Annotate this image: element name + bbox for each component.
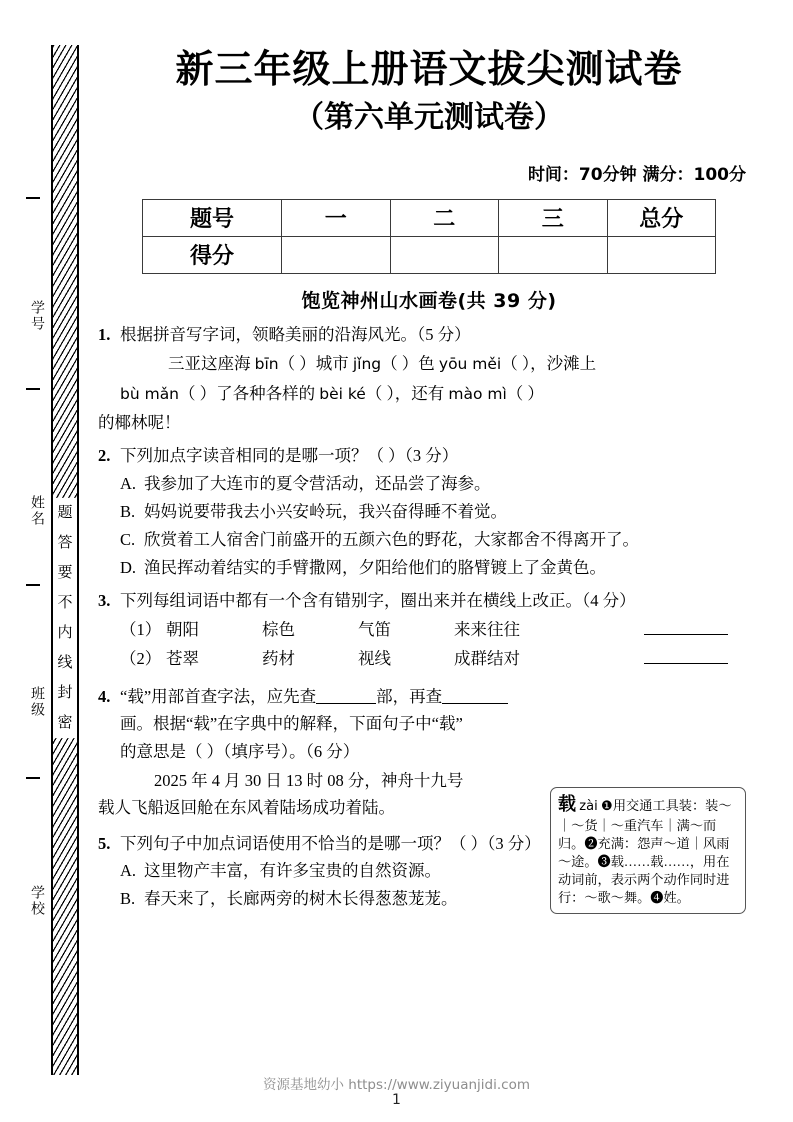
q1-text-c[interactable]: （ ）色 — [381, 354, 439, 374]
score-table-cell: 总分 — [607, 199, 716, 236]
question-1-line-2 — [120, 382, 760, 405]
word-item[interactable]: 来来往往 — [454, 620, 520, 640]
info-divider — [26, 388, 40, 390]
score-input-cell[interactable] — [282, 236, 391, 273]
info-divider — [26, 584, 40, 586]
option-letter: B. — [120, 501, 136, 521]
score-table-cell: 得分 — [143, 236, 282, 273]
footer-watermark: 资源基地幼小 https://www.ziyuanjidi.com — [262, 1077, 530, 1093]
question-3 — [98, 589, 760, 670]
option-text: 春天来了，长廊两旁的树木长得葱葱茏茏。 — [144, 889, 458, 909]
option-b[interactable] — [120, 500, 760, 524]
word-group-number: （1） — [120, 620, 162, 640]
pinyin-buman: bù mǎn — [120, 384, 180, 403]
info-label-school: 学校 — [29, 885, 44, 917]
question-1-line-1 — [120, 352, 760, 375]
q1-text-e[interactable]: （ ）了各种各样的 — [179, 383, 320, 403]
info-divider — [26, 777, 40, 779]
option-c[interactable] — [120, 528, 760, 552]
seal-char: 线 — [54, 648, 76, 678]
question-number: 5. — [98, 833, 111, 853]
page-subtitle: （第六单元测试卷） — [294, 99, 564, 135]
question-stem[interactable]: 下列加点字读音相同的是哪一项？（ ）（3 分） — [120, 446, 459, 466]
pinyin-bin: bīn — [254, 355, 279, 374]
dictionary-pinyin: zài — [579, 799, 598, 814]
score-table-cell: 三 — [499, 199, 608, 236]
page-number: 1 — [392, 1092, 401, 1108]
score-input-cell[interactable] — [390, 236, 499, 273]
score-input-cell[interactable] — [607, 236, 716, 273]
word-item[interactable]: 气笛 — [358, 620, 391, 640]
question-number: 1. — [98, 324, 111, 344]
option-text: 欣赏着工人宿舍门前盛开的五颜六色的野花，大家都舍不得离开了。 — [144, 529, 639, 549]
question-stem: 下列每组词语中都有一个含有错别字，圈出来并在横线上改正。（4 分） — [120, 591, 636, 611]
question-number: 4. — [98, 686, 111, 706]
option-letter: A. — [120, 861, 137, 881]
question-1 — [98, 323, 760, 435]
word-item[interactable]: 朝阳 — [166, 620, 199, 640]
q1-text-a: 三亚这座海 — [168, 354, 255, 374]
word-item[interactable]: 棕色 — [262, 620, 295, 640]
question-number: 2. — [98, 446, 111, 466]
pinyin-beike: bèi ké — [319, 384, 366, 403]
pinyin-jing: jǐng — [352, 355, 382, 374]
option-letter: B. — [120, 889, 136, 909]
section-heading: 饱览神州山水画卷(共 39 分) — [301, 289, 557, 312]
question-stem-part-2: 画。根据“载”在字典中的解释，下面句子中“载” — [120, 714, 463, 734]
word-group-row-1 — [120, 618, 760, 642]
option-letter: C. — [120, 529, 136, 549]
question-2 — [98, 444, 760, 579]
question-number: 3. — [98, 591, 111, 611]
option-text: 渔民挥动着结实的手臂撒网，夕阳给他们的胳臂镀上了金黄色。 — [144, 557, 606, 577]
info-label-class: 班级 — [29, 686, 44, 718]
answer-line[interactable] — [644, 647, 728, 665]
info-label-name: 姓名 — [29, 495, 44, 527]
word-item[interactable]: 苍翠 — [166, 649, 199, 669]
seal-line-text — [53, 498, 77, 738]
question-stem-part-1 — [120, 685, 546, 708]
table-row — [143, 236, 716, 273]
q1-text-d[interactable]: （ ），沙滩上 — [501, 354, 597, 374]
word-item[interactable]: 药材 — [262, 649, 295, 669]
option-text: 这里物产丰富，有许多宝贵的自然资源。 — [144, 861, 441, 881]
pinyin-maomi: mào mì — [448, 384, 507, 403]
question-1-line-3: 的椰林呢！ — [98, 412, 181, 432]
page-title: 新三年级上册语文拔尖测试卷 — [175, 47, 683, 91]
info-divider — [26, 197, 40, 199]
q4-text-a: “载”用部首查字法，应先查 — [120, 686, 317, 706]
score-table-cell: 题号 — [143, 199, 282, 236]
q4-text-b: 部，再查 — [376, 686, 443, 706]
answer-line[interactable] — [644, 618, 728, 636]
dictionary-headword: 载 — [558, 794, 576, 815]
q1-text-b[interactable]: （ ）城市 — [278, 354, 353, 374]
word-group-number: （2） — [120, 649, 162, 669]
seal-char: 题 — [54, 498, 76, 528]
radical-blank[interactable] — [316, 686, 376, 704]
option-letter: A. — [120, 473, 137, 493]
question-stem-part-3[interactable]: 的意思是（ ）（填序号）。（6 分） — [120, 741, 360, 761]
option-text: 妈妈说要带我去小兴安岭玩，我兴奋得睡不着觉。 — [144, 501, 507, 521]
seal-char: 不 — [54, 588, 76, 618]
word-item[interactable]: 成群结对 — [454, 649, 520, 669]
seal-char: 密 — [54, 708, 76, 738]
exam-content — [98, 0, 760, 1122]
score-table-cell: 一 — [282, 199, 391, 236]
word-item[interactable]: 视线 — [358, 649, 391, 669]
question-stem: 根据拼音写字词，领略美丽的沿海风光。（5 分） — [120, 324, 471, 344]
dictionary-entry-box — [550, 787, 746, 914]
question-4-example-line-1: 2025 年 4 月 30 日 13 时 08 分，神舟十九号 — [154, 771, 464, 791]
pinyin-youmei: yōu měi — [438, 355, 502, 374]
score-table-cell: 二 — [390, 199, 499, 236]
seal-char: 答 — [54, 528, 76, 558]
seal-char: 封 — [54, 678, 76, 708]
score-table — [142, 199, 716, 274]
seal-char: 内 — [54, 618, 76, 648]
score-input-cell[interactable] — [499, 236, 608, 273]
q1-text-g[interactable]: （ ） — [506, 383, 544, 403]
option-text: 我参加了大连市的夏令营活动，还品尝了海参。 — [144, 473, 491, 493]
option-letter: D. — [120, 557, 137, 577]
exam-meta-info: 时间：70分钟 满分：100分 — [527, 164, 746, 185]
question-4-example-line-2: 载人飞船返回舱在东风着陆场成功着陆。 — [98, 798, 395, 818]
table-row — [143, 199, 716, 236]
seal-char: 要 — [54, 558, 76, 588]
info-label-student-id: 学号 — [29, 300, 44, 332]
dictionary-senses: ❶用交通工具装：装～｜～货｜～重汽车｜满～而归。❷充满：怨声～道｜风雨～途。❸载……载……，用在动词前，表示两个动作同时进行：～歌～舞。❹姓。 — [558, 798, 732, 906]
word-group-row-2 — [120, 647, 760, 671]
option-d[interactable] — [120, 556, 760, 580]
q1-text-f[interactable]: （ ），还有 — [365, 383, 449, 403]
question-stem[interactable]: 下列句子中加点词语使用不恰当的是哪一项？（ ）（3 分） — [120, 833, 541, 853]
option-a[interactable] — [120, 472, 760, 496]
stroke-count-blank[interactable] — [442, 686, 508, 704]
